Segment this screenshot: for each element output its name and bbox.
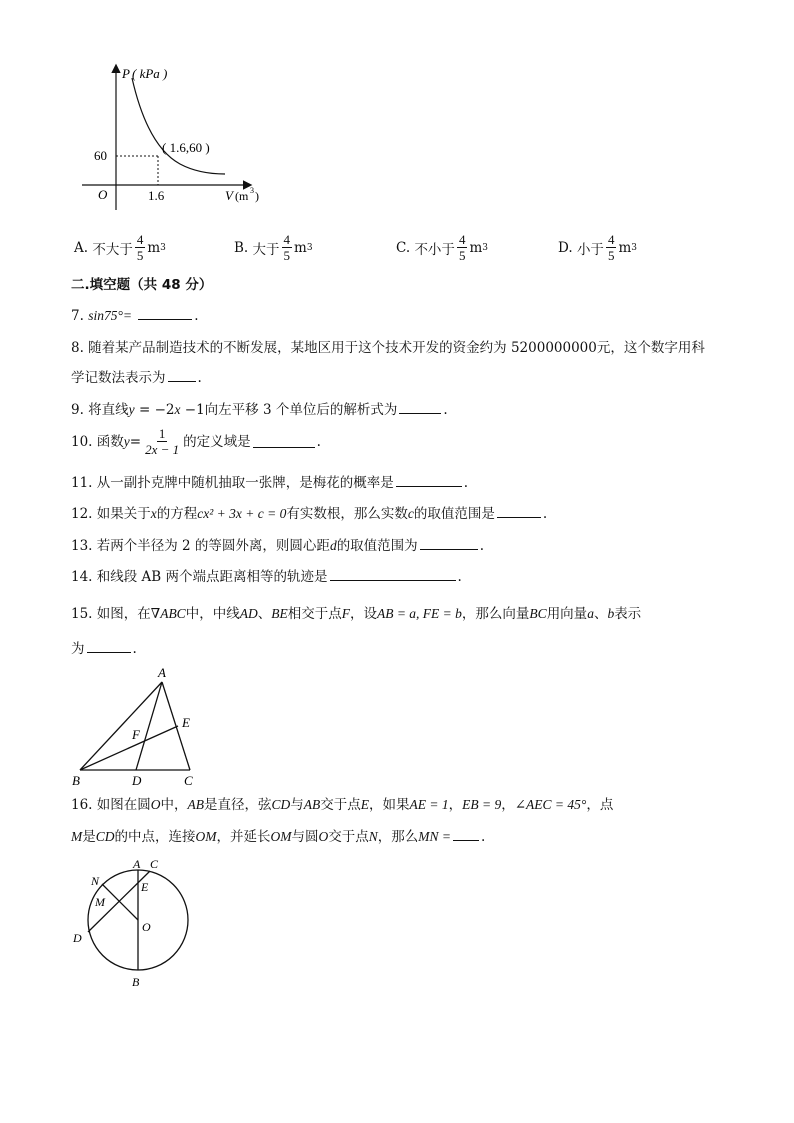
unit: m bbox=[294, 239, 307, 256]
side-ba bbox=[80, 682, 162, 770]
question-15-line2: 为 . bbox=[71, 641, 137, 657]
label-c: C bbox=[184, 773, 193, 788]
origin-label: O bbox=[98, 187, 108, 202]
unit-sup: 3 bbox=[482, 242, 488, 253]
question-16-line2: M是CD的中点，连接OM，并延长OM与圆O交于点N，那么MN = . bbox=[71, 829, 486, 845]
label-b: B bbox=[72, 773, 80, 788]
question-8-line1: 8. 随着某产品制造技术的不断发展，某地区用于这个技术开发的资金约为 5200000000元，这个数字用科 bbox=[71, 340, 705, 356]
unit: m bbox=[147, 239, 161, 256]
segment-on bbox=[102, 884, 138, 920]
x-tick-label: 1.6 bbox=[148, 188, 165, 203]
section-title: 二.填空题（共 48 分） bbox=[71, 277, 213, 293]
unit: m bbox=[469, 239, 483, 256]
answer-blank[interactable] bbox=[253, 435, 315, 448]
answer-blank[interactable] bbox=[453, 828, 479, 841]
question-10: 10. 函数 y = $\frac{1}{2x - 1}$ 的定义域是 . bbox=[71, 426, 321, 457]
label-e: E bbox=[182, 715, 190, 730]
label-n: N bbox=[91, 874, 100, 888]
label-o: O bbox=[142, 920, 151, 934]
question-7: 7. sin75°= . bbox=[71, 308, 199, 324]
q7-expression: sin75°= bbox=[88, 308, 132, 323]
answer-blank[interactable] bbox=[138, 307, 192, 320]
option-letter: B. bbox=[234, 239, 249, 256]
label-m: M bbox=[95, 895, 105, 909]
answer-blank[interactable] bbox=[330, 568, 456, 581]
x-axis-label: V bbox=[225, 188, 233, 203]
option-c bbox=[396, 232, 488, 263]
label-a: A bbox=[133, 857, 141, 871]
y-tick-label: 60 bbox=[94, 148, 107, 163]
pressure-volume-graph bbox=[80, 60, 280, 210]
question-16-line1: 16. 如图在圆O中，AB是直径，弦CD与AB交于点E，如果AE = 1，EB = 9，∠AEC = 45°，点 bbox=[71, 797, 614, 813]
answer-blank[interactable] bbox=[168, 369, 196, 382]
answer-blank[interactable] bbox=[420, 537, 478, 550]
label-d: D bbox=[132, 773, 142, 788]
option-letter: A. bbox=[74, 239, 89, 256]
question-9: 9. 将直线y = −2x −1向左平移 3 个单位后的解析式为 . bbox=[71, 402, 448, 418]
label-e: E bbox=[141, 880, 149, 894]
option-letter: C. bbox=[396, 239, 411, 256]
median-be bbox=[80, 726, 178, 770]
option-text: 小于 bbox=[576, 241, 604, 258]
option-letter: D. bbox=[558, 239, 573, 256]
fraction: $\frac{4}{5}$ bbox=[136, 232, 144, 263]
question-11: 11. 从一副扑克牌中随机抽取一张牌，是梅花的概率是 . bbox=[71, 475, 469, 491]
question-15-line1: 15. 如图，在∇ABC中，中线AD、BE相交于点F，设AB = a, FE = b，那么向量BC用向量a、b表示 bbox=[71, 606, 642, 622]
unit: m bbox=[618, 239, 632, 256]
option-a bbox=[74, 232, 166, 263]
answer-blank[interactable] bbox=[399, 401, 441, 414]
fraction: $\frac{1}{2x - 1}$ bbox=[145, 426, 180, 457]
label-b: B bbox=[132, 975, 140, 989]
label-a: A bbox=[158, 665, 166, 680]
circle-figure bbox=[70, 855, 200, 995]
unit-sup: 3 bbox=[631, 242, 637, 253]
option-text: 大于 bbox=[252, 241, 280, 258]
x-axis-unit: (m bbox=[235, 189, 249, 203]
answer-blank[interactable] bbox=[497, 505, 541, 518]
point-label: ( 1.6,60 ) bbox=[162, 140, 210, 155]
curve bbox=[132, 78, 225, 174]
label-c: C bbox=[150, 857, 159, 871]
question-12: 12. 如果关于x的方程cx² + 3x + c = 0有实数根，那么实数c的取值范围是 . bbox=[71, 506, 548, 522]
y-axis-unit: ( kPa ) bbox=[132, 66, 168, 81]
question-13: 13. 若两个半径为 2 的等圆外离，则圆心距d的取值范围为 . bbox=[71, 538, 484, 554]
question-14: 14. 和线段 AB 两个端点距离相等的轨迹是 . bbox=[71, 569, 462, 585]
x-axis-unit-sup: 3 bbox=[250, 186, 254, 195]
option-text: 不大于 bbox=[92, 241, 133, 258]
option-text: 不小于 bbox=[414, 241, 455, 258]
y-axis-label: P bbox=[122, 66, 130, 81]
x-axis-unit-close: ) bbox=[255, 189, 259, 203]
fraction: $\frac{4}{5}$ bbox=[607, 232, 615, 263]
label-f: F bbox=[132, 727, 140, 742]
unit-sup: 3 bbox=[160, 242, 166, 253]
unit-sup: 3 bbox=[306, 242, 313, 253]
option-d bbox=[558, 232, 637, 263]
answer-blank[interactable] bbox=[396, 474, 462, 487]
fraction: $\frac{4}{5}$ bbox=[283, 232, 291, 263]
fraction: $\frac{4}{5}$ bbox=[458, 232, 466, 263]
answer-blank[interactable] bbox=[87, 640, 131, 653]
label-d: D bbox=[73, 931, 82, 945]
triangle-figure bbox=[70, 664, 200, 790]
question-8-line2: 学记数法表示为 . bbox=[71, 370, 202, 386]
q-number: 7. bbox=[71, 308, 84, 324]
option-b bbox=[234, 232, 313, 263]
